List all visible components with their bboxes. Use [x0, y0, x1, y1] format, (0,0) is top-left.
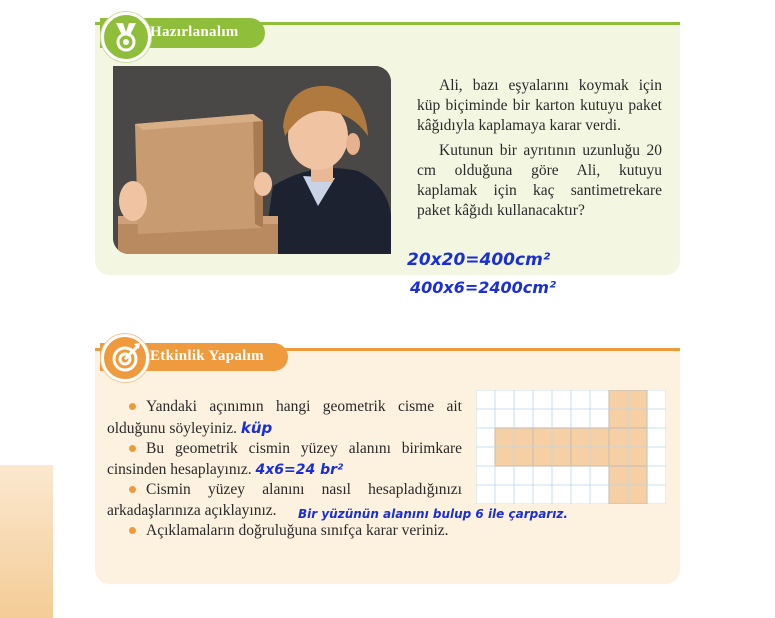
bullet-icon [129, 486, 136, 493]
question-text: Bu geometrik cismin yüzey alanını birimkare cinsinden hesaplayınız. [107, 440, 462, 478]
question-text: Cismin yüzey alanını nasıl hesapladığınızı arkadaşlarınıza açıklayınız. [107, 481, 462, 519]
handwritten-answer: 4x6=24 br² [255, 461, 344, 478]
handwritten-answer: küp [240, 418, 273, 437]
question-text: Açıklamaların doğruluğuna sınıfça karar veriniz. [146, 522, 449, 539]
handwritten-note: 20x20=400cm² [407, 250, 551, 270]
preparation-paragraph: Kutunun bir ayrıtının uzunluğu 20 cm olduğuna göre Ali, kutuyu kaplamak için kaç santimetrekare paket kâğıdı kullanacaktır? [417, 142, 662, 219]
list-item [107, 397, 462, 439]
preparation-text [417, 76, 662, 226]
preparation-title: Hazırlanalım [150, 24, 239, 40]
list-item [107, 439, 462, 480]
handwritten-answer: Bir yüzünün alanını bulup 6 ile çarparız. [298, 507, 568, 521]
decorative-side-strip [0, 465, 53, 618]
photo-boy-with-box [113, 66, 391, 254]
bullet-icon [129, 445, 136, 452]
activity-title: Etkinlik Yapalım [150, 348, 264, 364]
cube-net-grid [476, 390, 666, 504]
bullet-icon [129, 527, 136, 534]
list-item [107, 521, 462, 542]
handwritten-note: 400x6=2400cm² [410, 278, 556, 297]
medal-icon [101, 12, 151, 62]
bullet-icon [129, 403, 136, 410]
question-text: Yandaki açınımın hangi geometrik cisme ait olduğunu söyleyiniz. [107, 398, 462, 437]
target-icon [101, 334, 149, 382]
preparation-paragraph: Ali, bazı eşyalarını koymak için küp biçiminde bir karton kutuyu paket kâğıdıyla kaplamaya karar verdi. [417, 77, 662, 134]
